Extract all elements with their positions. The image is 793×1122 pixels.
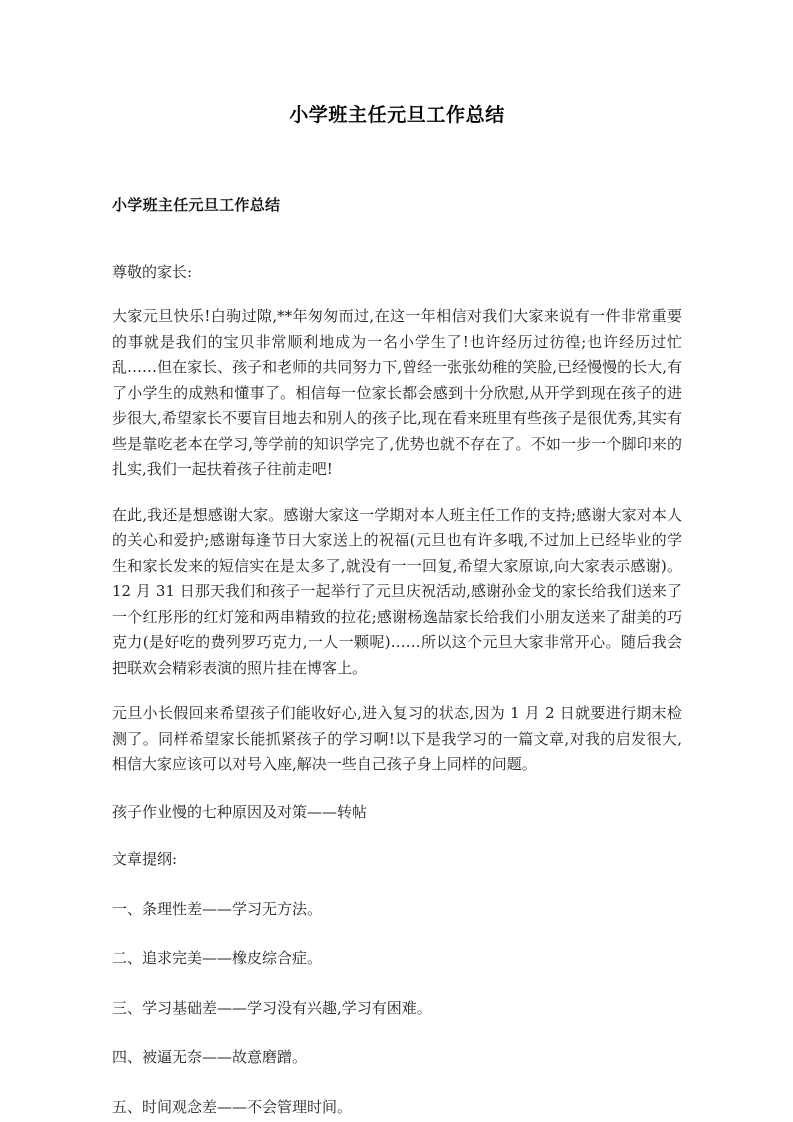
body-paragraph-2: 在此,我还是想感谢大家。感谢大家这一学期对本人班主任工作的支持;感谢大家对本人的关心和爱护;感谢每逢节日大家送上的祝福(元旦也有许多哦,不过加上已经毕业的学生和家长发来的短信实在是太多了,就没有一一回复,希望大家原谅,向大家表示感谢)。12 月 31 日那天我们和孩子一起举行了元旦庆祝活动,感谢孙金戈的家长给我们送来了一个红彤彤的红灯笼和两串精致的拉花;感谢杨逸喆家长给我们小朋友送来了甜美的巧克力(是好吃的费列罗巧克力,一人一颗呢)……所以这个元旦大家非常开心。随后我会把联欢会精彩表演的照片挂在博客上。 [112,505,682,677]
salutation: 尊敬的家长: [112,263,193,281]
document-sub-heading: 小学班主任元旦工作总结 [112,196,281,214]
article-heading: 孩子作业慢的七种原因及对策——转帖 [112,802,368,821]
list-item: 五、时间观念差——不会管理时间。 [112,1097,353,1116]
document-content [112,0,682,1120]
outline-list [112,873,682,1121]
list-item: 四、被逼无奈——故意磨蹭。 [112,1048,308,1066]
body-paragraph-3: 元旦小长假回来希望孩子们能收好心,进入复习的状态,因为 1 月 2 日就要进行期末检测了。同样希望家长能抓紧孩子的学习啊!以下是我学习的一篇文章,对我的启发很大,相信大家应该可以对号入座,解决一些自己孩子身上同样的问题。 [112,704,682,773]
list-item: 二、追求完美——橡皮综合症。 [112,949,323,967]
page-title: 小学班主任元旦工作总结 [289,104,505,126]
list-item: 三、学习基础差——学习没有兴趣,学习有困难。 [112,998,432,1017]
list-item: 一、条理性差——学习无方法。 [112,899,323,918]
outline-label: 文章提纲: [112,850,178,868]
body-paragraph-1: 大家元旦快乐!白驹过隙,**年匆匆而过,在这一年相信对我们大家来说有一件非常重要的事就是我们的宝贝非常顺利地成为一名小学生了!也许经历过彷徨;也许经历过忙乱……但在家长、孩子和老师的共同努力下,曾经一张张幼稚的笑脸,已经慢慢的长大,有了小学生的成熟和懂事了。相信每一位家长都会感到十分欣慰,从开学到现在孩子的进步很大,希望家长不要盲目地去和别人的孩子比,现在看来班里有些孩子是很优秀,其实有些是靠吃老本在学习,等学前的知识学完了,优势也就不存在了。不如一步一个脚印来的扎实,我们一起扶着孩子往前走吧! [112,307,682,478]
